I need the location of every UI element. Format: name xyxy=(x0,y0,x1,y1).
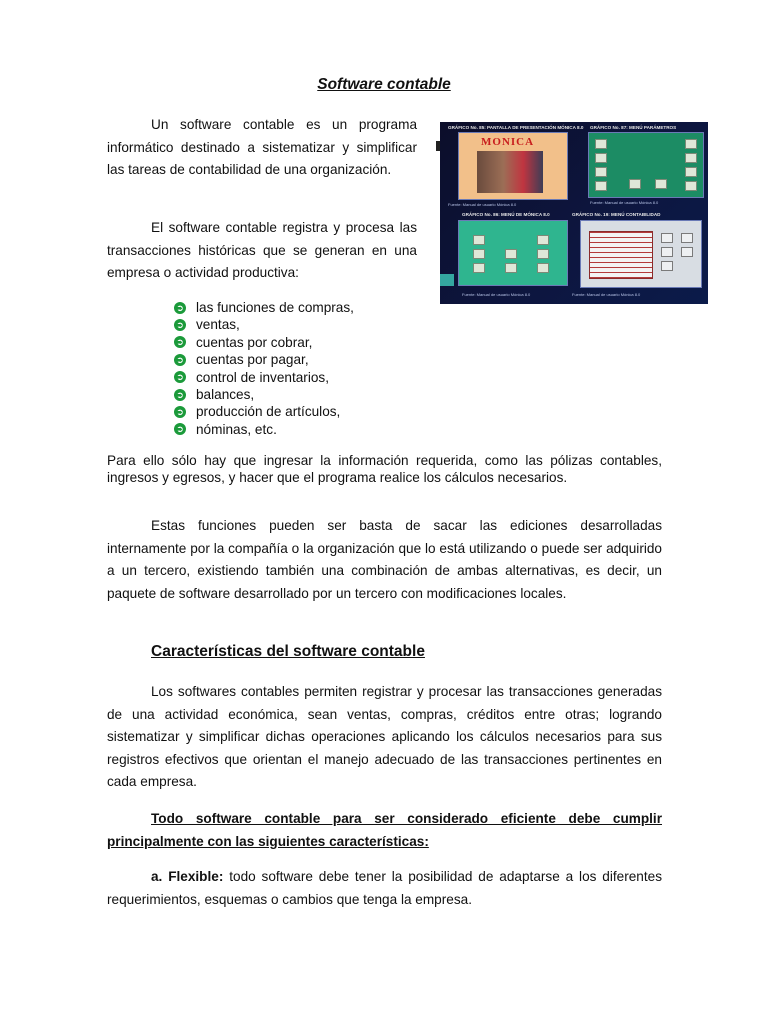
functions-list xyxy=(174,299,354,438)
intro-paragraph-1: Un software contable es un programa informático destinado a sistematizar y simplificar las tareas de contabilidad de una organización. xyxy=(107,117,417,178)
menu-icon xyxy=(537,249,549,259)
paragraph-3: Para ello sólo hay que ingresar la información requerida, como las pólizas contables, ingresos y egresos, y hacer que el programa realice los cálculos necesarios. xyxy=(107,453,662,486)
monica-logo: MONICA xyxy=(481,136,535,148)
item-text: todo software debe tener la posibilidad de adaptarse a los diferentes requerimientos, esquemas o cambios que tenga la empresa. xyxy=(107,869,663,907)
list-item: ➲ balances, xyxy=(174,386,354,403)
figure-source: Fuente: Manual de usuario Mónica 8.0 xyxy=(462,292,531,297)
list-item: ➲ cuentas por cobrar, xyxy=(174,334,354,351)
document-title: Software contable xyxy=(317,76,451,93)
figure-caption: GRÁFICO No. 19: MENÚ CONTABILIDAD xyxy=(572,212,661,217)
menu-icon xyxy=(655,179,667,189)
list-item: ➲ nóminas, etc. xyxy=(174,421,354,438)
menu-icon xyxy=(661,247,673,257)
menu-icon xyxy=(685,167,697,177)
figure-source: Fuente: Manual de usuario Mónica 8.0 xyxy=(590,200,659,205)
menu-icon xyxy=(537,235,549,245)
list-item: ➲ las funciones de compras, xyxy=(174,299,354,316)
arrow-bullet-icon: ➲ xyxy=(174,423,186,435)
figure-caption: GRÁFICO No. 86: MENÚ DE MÓNICA 8.0 xyxy=(462,212,550,217)
figure-source: Fuente: Manual de usuario Mónica 8.0 xyxy=(448,202,517,207)
paragraph-5: Los softwares contables permiten registrar y procesar las transacciones generadas de una actividad económica, sean ventas, compras, créditos entre otras; logrando sistematizar y simplificar dichas operaciones aplicando los cálculos necesarios para sus registros efectivos que orientan el manejo adecuado de las transacciones pertinentes en cada empresa. xyxy=(107,684,662,790)
figure-caption: GRÁFICO No. 85: PANTALLA DE PRESENTACIÓN MÓNICA 8.0 xyxy=(448,125,584,130)
paragraph-4: Estas funciones pueden ser basta de sacar las ediciones desarrolladas internamente por la compañía o la organización que lo está utilizando o puede ser adquirido a un tercero, existiendo también una combinación de ambas alternativas, es decir, un paquete de software desarrollado por un tercero con modificaciones locales. xyxy=(107,518,662,601)
menu-icon xyxy=(629,179,641,189)
menu-icon xyxy=(505,249,517,259)
presentation-screenshot xyxy=(458,132,568,200)
menu-icon xyxy=(505,263,517,273)
software-screenshots-collage xyxy=(440,122,708,304)
menu-icon xyxy=(537,263,549,273)
menu-icon xyxy=(681,247,693,257)
menu-icon xyxy=(661,233,673,243)
monica-menu-screenshot xyxy=(458,220,568,286)
list-item: ➲ ventas, xyxy=(174,316,354,333)
arrow-bullet-icon: ➲ xyxy=(174,336,186,348)
menu-icon xyxy=(595,153,607,163)
list-item: ➲ control de inventarios, xyxy=(174,369,354,386)
accounting-menu-screenshot xyxy=(580,220,702,288)
arrow-bullet-icon: ➲ xyxy=(174,406,186,418)
side-tab xyxy=(440,274,454,286)
menu-icon xyxy=(473,263,485,273)
figure-source: Fuente: Manual de usuario Mónica 8.0 xyxy=(572,292,641,297)
menu-icon xyxy=(595,181,607,191)
menu-icon xyxy=(685,181,697,191)
figure-caption: GRÁFICO No. 87: MENÚ PARÁMETROS xyxy=(590,125,677,130)
item-flexible xyxy=(107,866,662,911)
menu-icon xyxy=(681,233,693,243)
item-label: a. Flexible: xyxy=(151,869,224,884)
arrow-bullet-icon: ➲ xyxy=(174,389,186,401)
menu-icon xyxy=(685,153,697,163)
menu-icon xyxy=(473,235,485,245)
list-item: ➲ cuentas por pagar, xyxy=(174,351,354,368)
menu-icon xyxy=(473,249,485,259)
arrow-bullet-icon: ➲ xyxy=(174,371,186,383)
arrow-bullet-icon: ➲ xyxy=(174,302,186,314)
accounting-table xyxy=(589,231,653,279)
menu-icon xyxy=(685,139,697,149)
people-photo xyxy=(477,151,543,193)
section-heading: Características del software contable xyxy=(151,643,425,660)
arrow-bullet-icon: ➲ xyxy=(174,319,186,331)
menu-icon xyxy=(595,167,607,177)
menu-icon xyxy=(595,139,607,149)
arrow-bullet-icon: ➲ xyxy=(174,354,186,366)
menu-icon xyxy=(661,261,673,271)
parameters-menu-screenshot xyxy=(588,132,704,198)
intro-paragraph-2: El software contable registra y procesa las transacciones históricas que se generan en una empresa o actividad productiva: xyxy=(107,220,417,281)
requirements-heading: Todo software contable para ser considerado eficiente debe cumplir principalmente con las siguientes características: xyxy=(107,811,662,849)
list-item: ➲ producción de artículos, xyxy=(174,403,354,420)
